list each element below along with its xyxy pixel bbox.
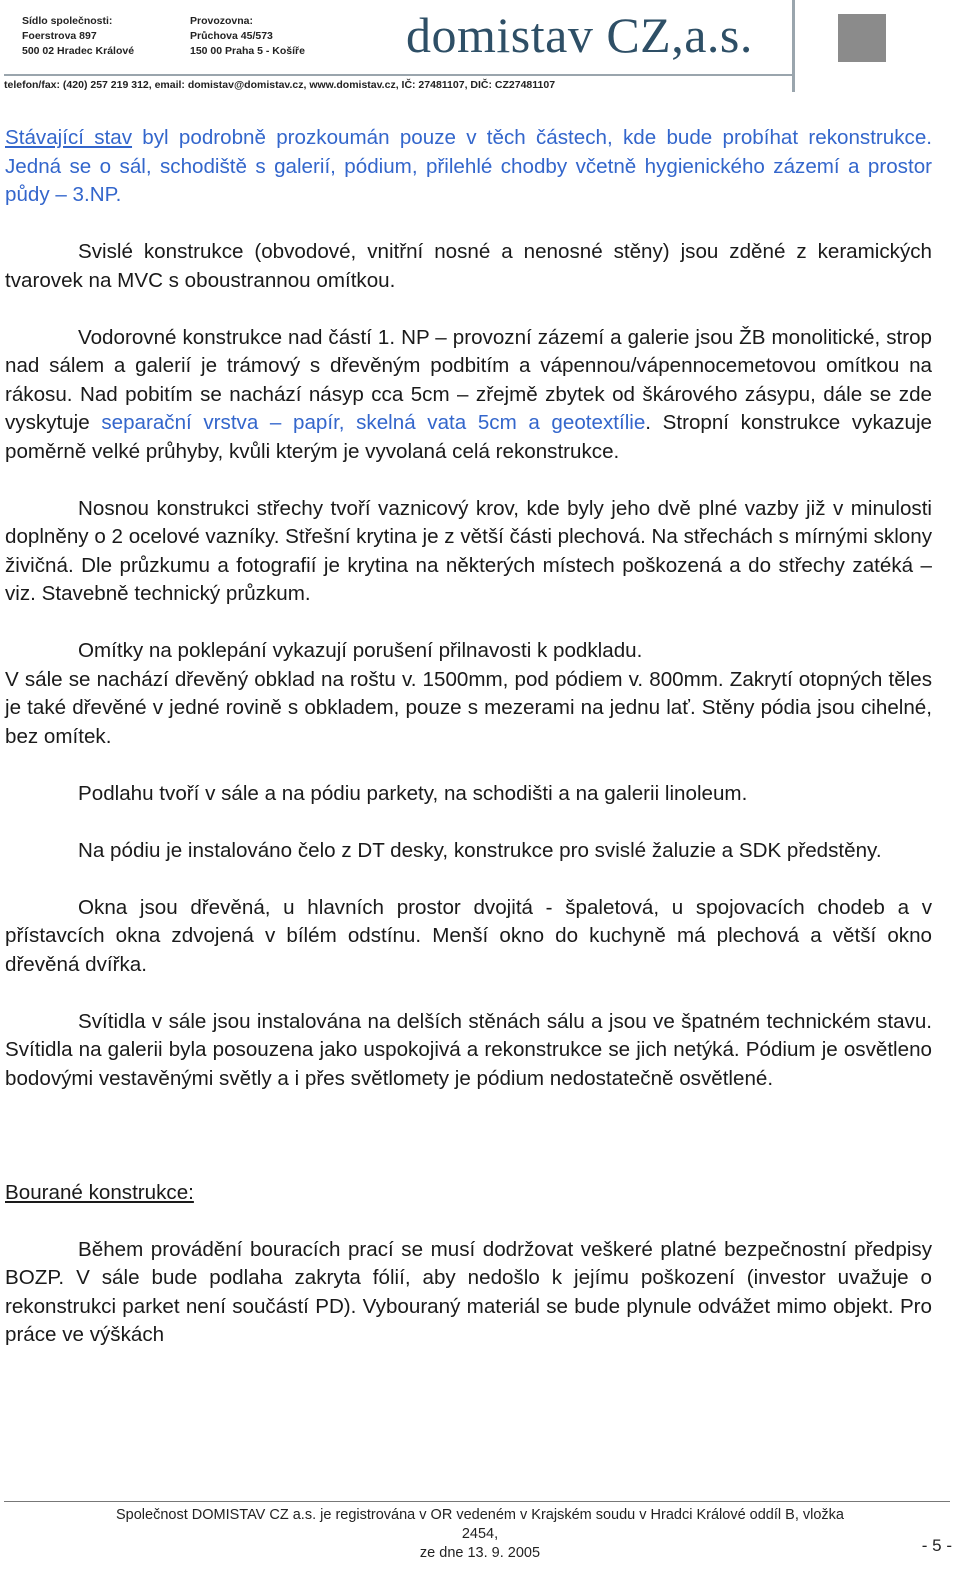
company-logo: domistav CZ,a.s. — [406, 7, 753, 63]
branch-address — [190, 14, 305, 59]
horizontal-text-b: . Stropní konstrukce vykazuje poměrně velké průhyby, kvůli kterým je vyvolaná celá rekonstrukce. — [5, 411, 932, 463]
plaster-first-line: Omítky na poklepání vykazují porušení přilnavosti k podkladu. — [78, 639, 643, 662]
paragraph-horizontal-structures — [5, 324, 932, 467]
document-body — [5, 124, 932, 1378]
paragraph-roof-structure: Nosnou konstrukci střechy tvoří vaznicový krov, kde byly jeho dvě plné vazby již v minulosti doplněny o 2 ocelové vazníky. Střešní krytina je z větší části plechová. Na střechách s mírnými sklony živičná. Dle průzkumu a fotografií je krytina na některých místech poškozená a do střechy zatéká – viz. Stavebně technický průzkum. — [5, 496, 932, 605]
logo-divider — [792, 0, 795, 92]
branch-street: Průchova 45/573 — [190, 30, 273, 42]
paragraph-lighting: Svítidla v sále jsou instalována na delších stěnách sálu a jsou ve špatném technickém stavu. Svítidla na galerii byla posouzena jako uspokojivá a rekonstrukce se jich netýká. Pódium je osvětleno bodovými vestavěnými světly a i přes světlomety je pódium nedostatečně osvětlené. — [5, 1009, 932, 1090]
paragraph-plaster — [5, 637, 932, 751]
seat-label: Sídlo společnosti: — [22, 15, 113, 27]
existing-state-text: byl podrobně prozkoumán pouze v těch částech, kde bude probíhat rekonstrukce. Jedná se o sál, schodiště s galerií, pódium, přilehlé chodby včetně hygienického zázemí a prostor půdy – 3.NP. — [5, 126, 933, 206]
spacer — [5, 1122, 932, 1179]
footer-line-2: 2454, — [461, 1526, 499, 1542]
paragraph-flooring: Podlahu tvoří v sále a na pódiu parkety, na schodišti a na galerii linoleum. — [78, 781, 748, 805]
paragraph-existing-state — [5, 124, 932, 210]
footer-registration — [0, 1506, 960, 1563]
seat-city: 500 02 Hradec Králové — [22, 45, 135, 57]
branch-label: Provozovna: — [190, 15, 254, 27]
footer-line-3: ze dne 13. 9. 2005 — [419, 1545, 541, 1561]
letterhead — [0, 0, 960, 95]
seat-street: Foerstrova 897 — [22, 30, 97, 42]
paragraph-windows: Okna jsou dřevěná, u hlavních prostor dvojitá - špaletová, u spojovacích chodeb a v přístavcích okna zdvojená v bílém odstínu. Menší okno do kuchyně má plechová a větší okno dřevěná dvířka. — [5, 895, 932, 976]
footer-line-1: Společnost DOMISTAV CZ a.s. je registrována v OR vedeném v Krajském soudu v Hradci Králové oddíl B, vložka — [116, 1507, 844, 1523]
seat-address — [22, 14, 134, 59]
paragraph-stage: Na pódiu je instalováno čelo z DT desky, konstrukce pro svislé žaluzie a SDK předstěny. — [78, 838, 882, 862]
page-number: - 5 - — [921, 1536, 952, 1555]
plaster-rest: V sále se nachází dřevěný obklad na roštu v. 1500mm, pod pódiem v. 800mm. Zakrytí otopných těles je také dřevěné v jedné rovině s obkladem, pouze s mezerami na jednu lať. Stěny pódia jsou cihelné, bez omítek. — [5, 667, 932, 748]
separation-layer-text: separační vrstva – papír, skelná vata 5cm a geotextílie — [101, 411, 646, 434]
logo-square-icon — [838, 14, 886, 62]
existing-state-link[interactable]: Stávající stav — [5, 126, 133, 149]
paragraph-demolition: Během provádění bouracích prací se musí dodržovat veškeré platné bezpečnostní předpisy BOZP. V sále bude podlaha zakryta fólií, aby nedošlo k jejímu poškození (investor uvažuje o rekonstrukci parket není součástí PD). Vybouraný materiál se bude plynule odvážet mimo objekt. Pro práce ve výškách — [5, 1237, 932, 1346]
heading-demolished-structures: Bourané konstrukce: — [5, 1180, 194, 1204]
horizontal-text-a: Vodorovné konstrukce nad částí 1. NP – provozní zázemí a galerie jsou ŽB monolitické, strop nad sálem a galerií je trámový s dřevěným podbitím a vápennou/vápennocemetovou omítkou na rákosu. Nad pobitím se nachází násyp cca 5cm – zřejmě zbytek od škárového zásypu, dále se zde vyskytuje — [5, 325, 932, 434]
footer-rule — [4, 1501, 950, 1502]
branch-city: 150 00 Praha 5 - Košíře — [190, 45, 305, 57]
contact-line: telefon/fax: (420) 257 219 312, email: domistav@domistav.cz, www.domistav.cz, IČ: 27481107, DIČ: CZ27481107 — [4, 79, 556, 91]
header-rule — [4, 74, 794, 76]
paragraph-vertical-structures: Svislé konstrukce (obvodové, vnitřní nosné a nenosné stěny) jsou zděné z keramických tvarovek na MVC s oboustrannou omítkou. — [5, 240, 932, 292]
